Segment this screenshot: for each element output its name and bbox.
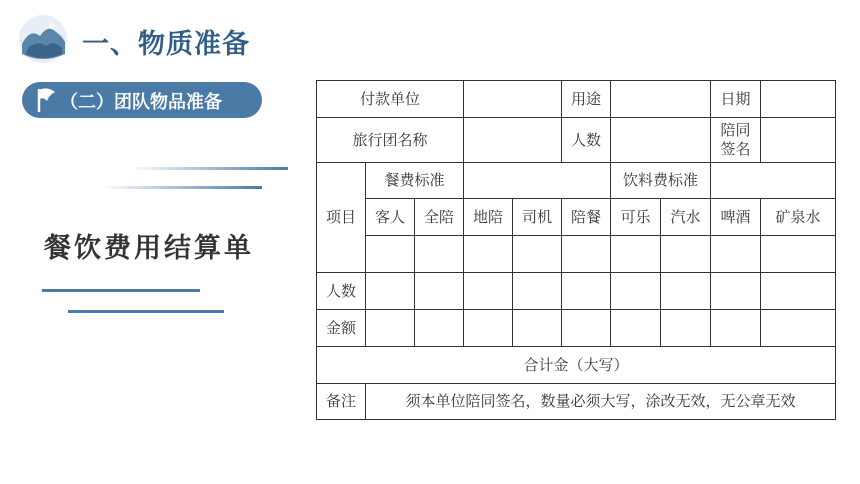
- headcount-value[interactable]: [611, 118, 711, 163]
- drink-standard-value[interactable]: [711, 163, 836, 199]
- table-cell[interactable]: [366, 236, 415, 273]
- meal-standard-value[interactable]: [464, 163, 611, 199]
- table-cell[interactable]: [366, 310, 415, 347]
- decor-line: [130, 167, 288, 170]
- table-row: [317, 236, 836, 273]
- table-row: [317, 81, 836, 118]
- table-cell[interactable]: [513, 273, 562, 310]
- table-cell[interactable]: [611, 236, 661, 273]
- table-cell[interactable]: [415, 273, 464, 310]
- escort-sign-label: 陪同签名: [711, 118, 761, 163]
- date-value[interactable]: [761, 81, 836, 118]
- payer-unit-value[interactable]: [464, 81, 562, 118]
- decor-line: [42, 289, 200, 292]
- form-title: 餐饮费用结算单: [44, 233, 254, 264]
- escort-sign-value[interactable]: [761, 118, 836, 163]
- table-cell[interactable]: [415, 310, 464, 347]
- table-cell[interactable]: [661, 310, 711, 347]
- table-cell[interactable]: [464, 236, 513, 273]
- column-header: 客人: [366, 199, 415, 236]
- column-header: 啤酒: [711, 199, 761, 236]
- group-name-value[interactable]: [464, 118, 562, 163]
- meal-standard-label: 餐费标准: [366, 163, 464, 199]
- table-row: [317, 310, 836, 347]
- group-name-label: 旅行团名称: [317, 118, 464, 163]
- table-row: [317, 273, 836, 310]
- table-cell[interactable]: [464, 310, 513, 347]
- table-cell[interactable]: [711, 310, 761, 347]
- remark-label: 备注: [317, 384, 366, 420]
- remark-text: 须本单位陪同签名，数量必须大写，涂改无效，无公章无效: [366, 384, 836, 420]
- table-cell[interactable]: [661, 236, 711, 273]
- purpose-label: 用途: [562, 81, 611, 118]
- table-cell[interactable]: [611, 310, 661, 347]
- table-cell[interactable]: [415, 236, 464, 273]
- column-header: 可乐: [611, 199, 661, 236]
- total-label: 合计金（大写）: [317, 347, 836, 384]
- table-cell[interactable]: [464, 273, 513, 310]
- amount-row-label: 金额: [317, 310, 366, 347]
- table-cell[interactable]: [711, 273, 761, 310]
- table-cell[interactable]: [761, 310, 836, 347]
- column-header: 地陪: [464, 199, 513, 236]
- table-cell[interactable]: [513, 310, 562, 347]
- table-cell[interactable]: [611, 273, 661, 310]
- item-label: 项目: [317, 163, 366, 273]
- table-cell[interactable]: [562, 273, 611, 310]
- flag-icon: [36, 87, 58, 113]
- column-header: 全陪: [415, 199, 464, 236]
- table-cell[interactable]: [711, 236, 761, 273]
- table-row: [317, 118, 836, 163]
- settlement-table: [316, 80, 836, 420]
- table-cell[interactable]: [562, 310, 611, 347]
- decor-line: [100, 186, 262, 189]
- payer-unit-label: 付款单位: [317, 81, 464, 118]
- headcount-label: 人数: [562, 118, 611, 163]
- column-header: 矿泉水: [761, 199, 836, 236]
- table-cell[interactable]: [661, 273, 711, 310]
- purpose-value[interactable]: [611, 81, 711, 118]
- table-cell[interactable]: [366, 273, 415, 310]
- table-row: [317, 199, 836, 236]
- drink-standard-label: 饮料费标准: [611, 163, 711, 199]
- column-header: 陪餐: [562, 199, 611, 236]
- column-header: 汽水: [661, 199, 711, 236]
- table-cell[interactable]: [761, 236, 836, 273]
- mountain-landscape-icon: [18, 14, 68, 64]
- decor-line: [68, 310, 224, 313]
- section-label: （二）团队物品准备: [60, 92, 222, 113]
- page-title: 一、物质准备: [82, 29, 250, 60]
- table-row: [317, 384, 836, 420]
- section-badge: [22, 82, 262, 118]
- table-cell[interactable]: [761, 273, 836, 310]
- column-header: 司机: [513, 199, 562, 236]
- table-cell[interactable]: [562, 236, 611, 273]
- table-cell[interactable]: [513, 236, 562, 273]
- date-label: 日期: [711, 81, 761, 118]
- count-row-label: 人数: [317, 273, 366, 310]
- table-row: [317, 347, 836, 384]
- table-row: [317, 163, 836, 199]
